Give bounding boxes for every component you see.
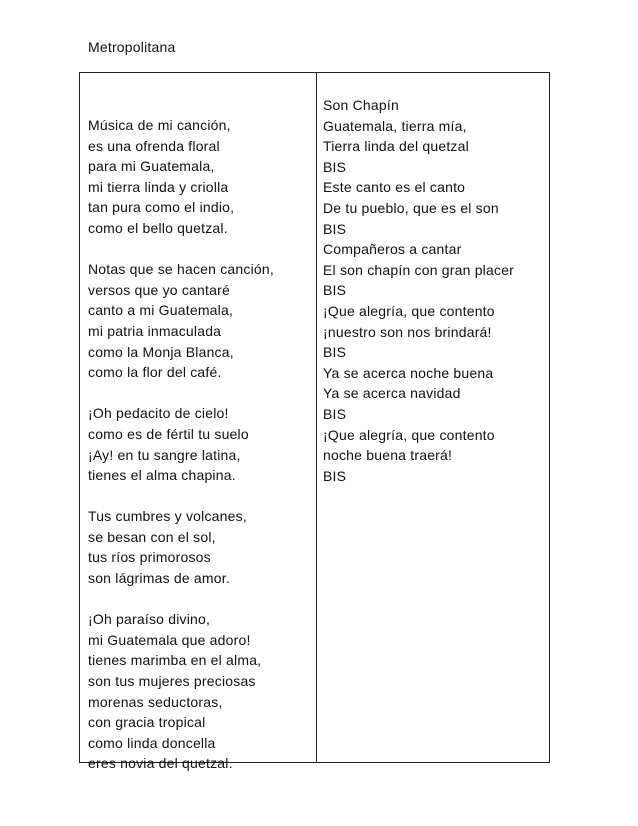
lyric-line: BIS xyxy=(323,405,347,422)
column-divider xyxy=(316,73,317,762)
stanza-break xyxy=(88,383,274,404)
lyric-line: canto a mi Guatemala, xyxy=(88,302,234,319)
lyrics-table xyxy=(79,72,550,772)
lyric-line: ¡nuestro son nos brindará! xyxy=(323,323,492,340)
lyric-line: es una ofrenda floral xyxy=(88,137,220,154)
lyric-line: noche buena traerá! xyxy=(323,447,453,464)
lyric-line: como el bello quetzal. xyxy=(88,219,228,236)
lyric-line: son lágrimas de amor. xyxy=(88,570,230,587)
lyric-line: mi tierra linda y criolla xyxy=(88,178,229,195)
lyric-line: eres novia del quetzal. xyxy=(88,755,233,772)
lyric-line: mi Guatemala que adoro! xyxy=(88,631,251,648)
lyric-line: son tus mujeres preciosas xyxy=(88,673,256,690)
lyric-line: ¡Oh pedacito de cielo! xyxy=(88,405,229,422)
lyric-line: se besan con el sol, xyxy=(88,528,216,545)
lyric-line: BIS xyxy=(323,282,347,299)
lyric-line: ¡Ay! en tu sangre latina, xyxy=(88,446,241,463)
document-title: Metropolitana xyxy=(88,39,176,55)
lyric-line: Ya se acerca noche buena xyxy=(323,364,494,381)
lyric-line: BIS xyxy=(323,158,347,175)
lyric-line: con gracia tropical xyxy=(88,714,206,731)
lyric-line: Son Chapín xyxy=(323,97,399,113)
lyric-line: tus ríos primorosos xyxy=(88,549,211,566)
left-column-lyrics xyxy=(88,115,274,774)
lyric-line: El son chapín con gran placer xyxy=(323,261,515,278)
lyric-line: BIS xyxy=(323,467,347,484)
stanza-break xyxy=(88,239,274,260)
lyric-line: BIS xyxy=(323,344,347,361)
lyric-line: Este canto es el canto xyxy=(323,179,466,196)
lyric-line: ¡Que alegría, que contento xyxy=(323,426,495,443)
lyric-line: ¡Que alegría, que contento xyxy=(323,302,495,319)
lyric-line: Ya se acerca navidad xyxy=(323,385,461,402)
lyric-line: Música de mi canción, xyxy=(88,117,231,133)
lyric-line: tienes el alma chapina. xyxy=(88,467,236,484)
stanza-break xyxy=(88,589,274,610)
lyric-line: Tierra linda del quetzal xyxy=(323,138,469,155)
right-column-lyrics xyxy=(323,95,514,486)
lyric-line: para mi Guatemala, xyxy=(88,158,215,175)
lyric-line: mi patria inmaculada xyxy=(88,322,222,339)
lyric-line: De tu pueblo, que es el son xyxy=(323,199,499,216)
lyric-line: Compañeros a cantar xyxy=(323,241,462,258)
stanza-break xyxy=(88,486,274,507)
lyric-line: Guatemala, tierra mía, xyxy=(323,117,467,134)
lyric-line: morenas seductoras, xyxy=(88,693,223,710)
lyric-line: como linda doncella xyxy=(88,734,216,751)
lyric-line: tienes marimba en el alma, xyxy=(88,652,262,669)
lyric-line: Notas que se hacen canción, xyxy=(88,261,274,278)
lyric-line: BIS xyxy=(323,220,347,237)
lyric-line: ¡Oh paraíso divino, xyxy=(88,611,211,628)
lyric-line: Tus cumbres y volcanes, xyxy=(88,508,247,525)
lyric-line: como la flor del café. xyxy=(88,364,222,381)
lyric-line: versos que yo cantaré xyxy=(88,281,230,298)
lyric-line: como es de fértil tu suelo xyxy=(88,425,249,442)
lyric-line: como la Monja Blanca, xyxy=(88,343,234,360)
lyric-line: tan pura como el indio, xyxy=(88,199,235,216)
